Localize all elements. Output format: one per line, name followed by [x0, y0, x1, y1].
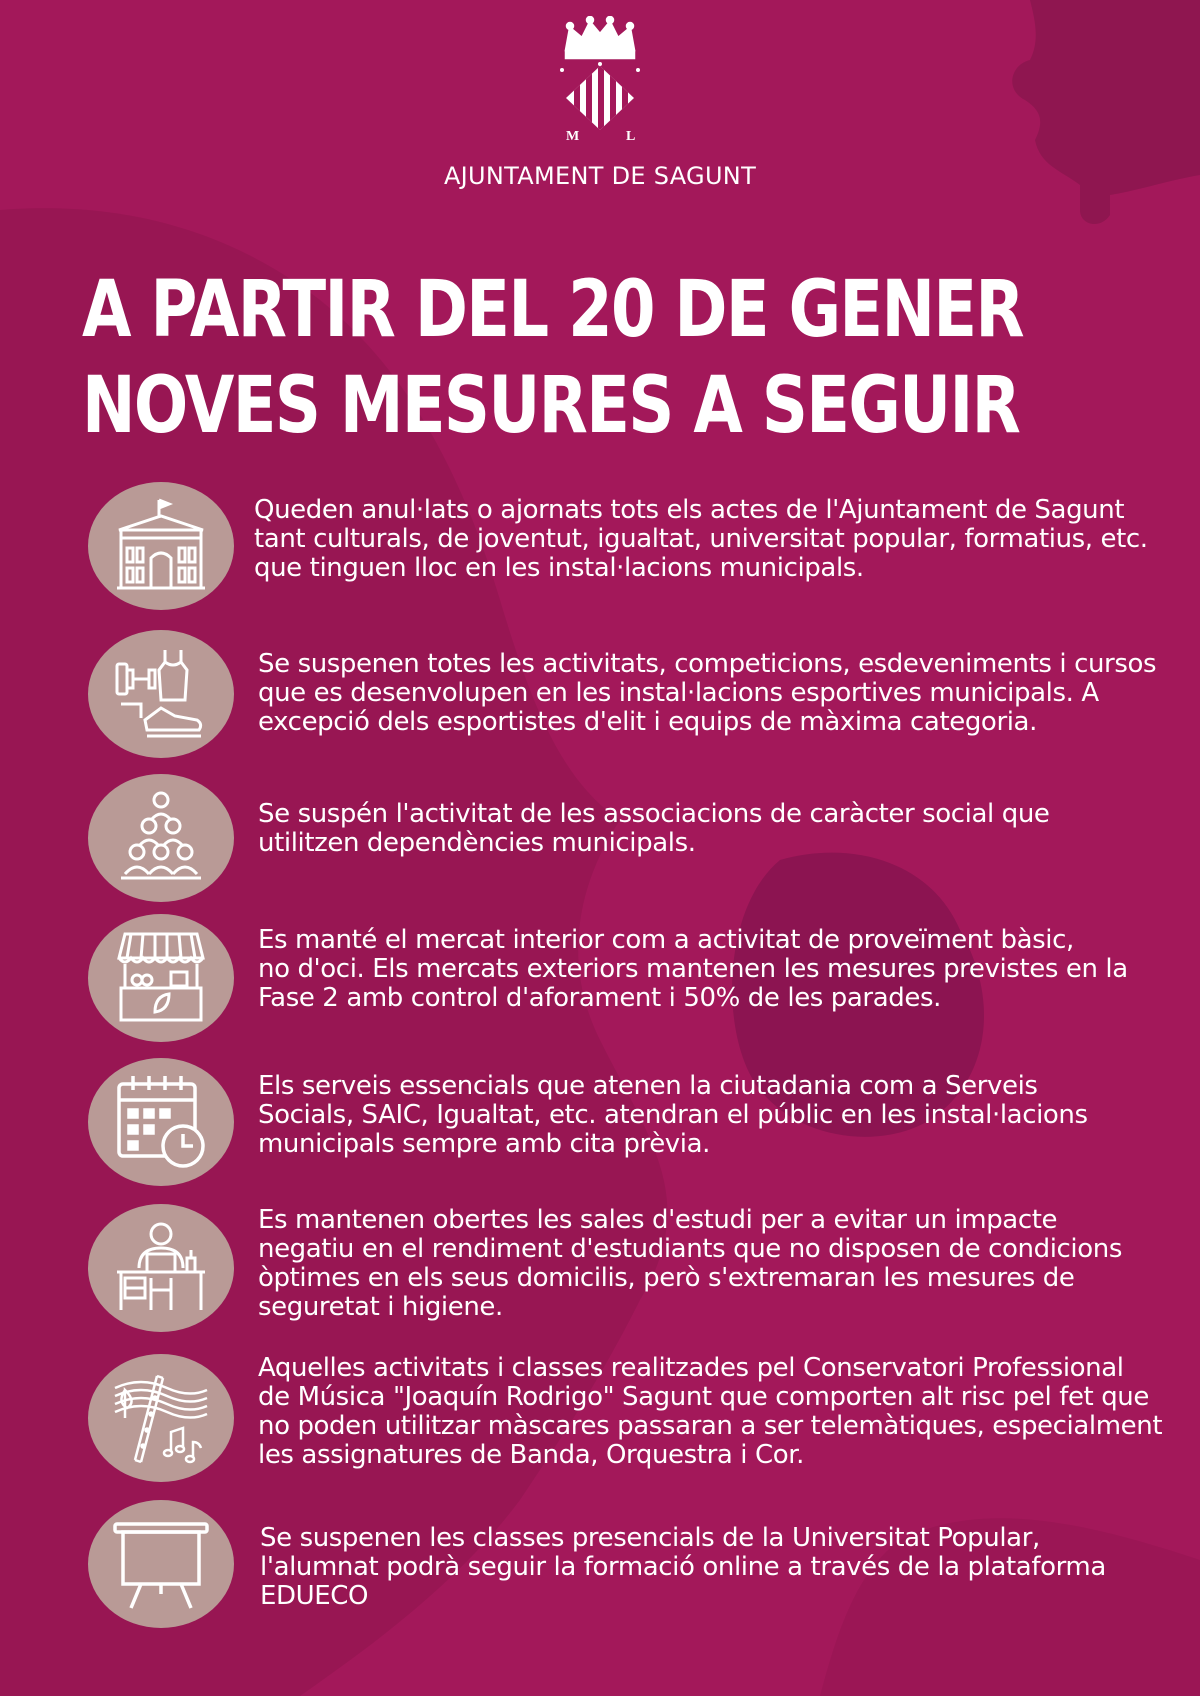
- icon-badge: [88, 630, 234, 758]
- measure-line: tant culturals, de joventut, igualtat, universitat popular, formatius, etc.: [254, 524, 1148, 554]
- icon-badge: [88, 1500, 234, 1628]
- calendar-clock-icon: [111, 1072, 211, 1172]
- headline-line-2: NOVES MESURES A SEGUIR: [82, 361, 1020, 451]
- measure-line: òptimes en els seus domicilis, però s'extremaran les mesures de: [258, 1263, 1075, 1293]
- presentation-board-icon: [111, 1514, 211, 1614]
- icon-badge: [88, 1058, 234, 1186]
- measure-line: que es desenvolupen en les instal·lacions esportives municipals. A: [258, 678, 1099, 708]
- organization-name: AJUNTAMENT DE SAGUNT: [443, 162, 757, 190]
- measure-line: no d'oci. Els mercats exteriors mantenen les mesures previstes en la: [258, 954, 1128, 984]
- icon-badge: [88, 914, 234, 1042]
- measure-line: de Música "Joaquín Rodrigo" Sagunt que comporten alt risc pel fet que: [258, 1382, 1149, 1412]
- student-desk-icon: [111, 1218, 211, 1318]
- headline-line-1: A PARTIR DEL 20 DE GENER: [82, 265, 1024, 355]
- measure-text: [258, 1072, 1178, 1159]
- town-hall-icon: [111, 496, 211, 596]
- music-notes-icon: [111, 1368, 211, 1468]
- measure-line: utilitzen dependències municipals.: [258, 828, 696, 858]
- measure-line: Se suspenen totes les activitats, competicions, esdeveniments i cursos: [258, 649, 1157, 679]
- measure-line: Se suspén l'activitat de les associacions de caràcter social que: [258, 799, 1050, 829]
- measure-line: Se suspenen les classes presencials de la Universitat Popular,: [260, 1523, 1040, 1553]
- measure-text: [254, 496, 1174, 583]
- icon-badge: [88, 1354, 234, 1482]
- measure-line: Socials, SAIC, Igualtat, etc. atendran el públic en les instal·lacions: [258, 1100, 1088, 1130]
- market-stall-icon: [111, 928, 211, 1028]
- measure-text: [258, 1354, 1178, 1470]
- measure-line: municipals sempre amb cita prèvia.: [258, 1129, 711, 1159]
- icon-badge: [88, 482, 234, 610]
- measure-line: negatiu en el rendiment d'estudiants que no disposen de condicions: [258, 1234, 1122, 1264]
- icon-badge: [88, 1204, 234, 1332]
- measure-text: [260, 1524, 1180, 1611]
- measure-line: Els serveis essencials que atenen la ciutadania com a Serveis: [258, 1071, 1038, 1101]
- icon-badge: [88, 774, 234, 902]
- measure-line: Es manté el mercat interior com a activitat de proveïment bàsic,: [258, 925, 1074, 955]
- measure-line: no poden utilitzar màscares passaran a ser telemàtiques, especialment: [258, 1411, 1163, 1441]
- measure-line: seguretat i higiene.: [258, 1292, 503, 1322]
- measure-line: EDUECO: [260, 1581, 369, 1611]
- measure-line: Fase 2 amb control d'aforament i 50% de les parades.: [258, 983, 941, 1013]
- measure-line: les assignatures de Banda, Orquestra i Cor.: [258, 1440, 804, 1470]
- measure-line: Es mantenen obertes les sales d'estudi per a evitar un impacte: [258, 1205, 1058, 1235]
- community-group-icon: [111, 788, 211, 888]
- measure-text: [258, 926, 1178, 1013]
- measure-text: [258, 800, 1178, 858]
- measure-line: excepció dels esportistes d'elit i equips de màxima categoria.: [258, 707, 1037, 737]
- measure-line: l'alumnat podrà seguir la formació online a través de la plataforma: [260, 1552, 1106, 1582]
- sports-icon: [111, 644, 211, 744]
- measure-text: [258, 650, 1178, 737]
- emblem-letter-l: L: [626, 129, 636, 144]
- emblem-letter-m: M: [566, 129, 580, 144]
- measure-text: [258, 1206, 1178, 1322]
- measure-line: Aquelles activitats i classes realitzades pel Conservatori Professional: [258, 1353, 1124, 1383]
- measure-line: Queden anul·lats o ajornats tots els actes de l'Ajuntament de Sagunt: [254, 495, 1125, 525]
- measure-line: que tinguen lloc en les instal·lacions municipals.: [254, 553, 864, 583]
